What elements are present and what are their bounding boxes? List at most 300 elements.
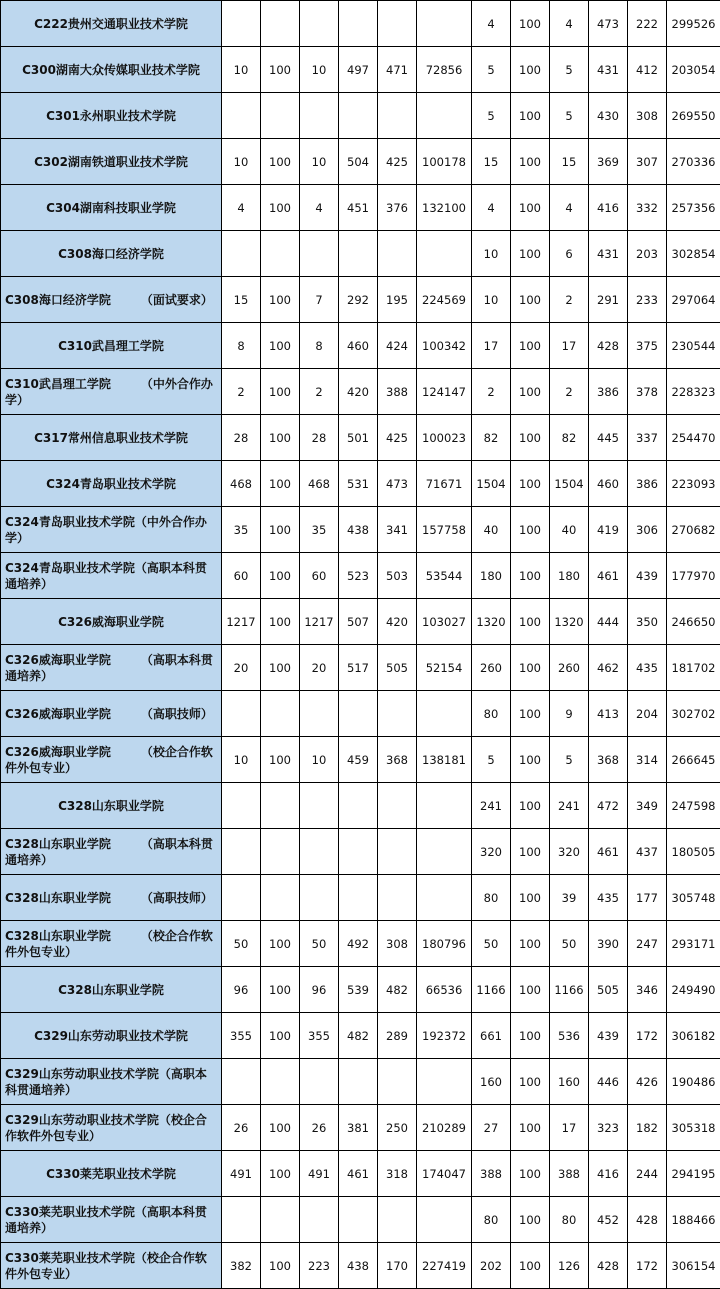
data-cell: 82 xyxy=(472,415,511,461)
data-cell: 50 xyxy=(300,921,339,967)
data-cell: 52154 xyxy=(417,645,472,691)
data-cell: 435 xyxy=(589,875,628,921)
data-cell: 505 xyxy=(589,967,628,1013)
school-name-cell: C308海口经济学院 xyxy=(1,231,222,277)
data-cell: 17 xyxy=(550,1105,589,1151)
data-cell: 100 xyxy=(511,1013,550,1059)
data-cell: 35 xyxy=(222,507,261,553)
data-cell: 10 xyxy=(222,139,261,185)
school-name-cell: C324青岛职业技术学院（高职本科贯通培养） xyxy=(1,553,222,599)
data-cell: 445 xyxy=(589,415,628,461)
data-cell xyxy=(222,1197,261,1243)
data-cell: 72856 xyxy=(417,47,472,93)
table-row xyxy=(1,691,720,737)
data-cell: 503 xyxy=(378,553,417,599)
school-name-cell: C302湖南铁道职业技术学院 xyxy=(1,139,222,185)
data-cell: 15 xyxy=(550,139,589,185)
data-cell: 100 xyxy=(511,277,550,323)
data-cell: 100 xyxy=(261,461,300,507)
data-cell: 203 xyxy=(628,231,667,277)
data-cell: 100 xyxy=(511,415,550,461)
data-cell xyxy=(300,875,339,921)
data-cell xyxy=(378,875,417,921)
data-cell xyxy=(261,1197,300,1243)
data-cell: 100 xyxy=(511,323,550,369)
data-cell: 230544 xyxy=(667,323,720,369)
data-cell: 419 xyxy=(589,507,628,553)
data-cell: 307 xyxy=(628,139,667,185)
data-cell: 10 xyxy=(300,139,339,185)
data-cell: 247598 xyxy=(667,783,720,829)
data-cell: 100 xyxy=(511,1105,550,1151)
data-cell: 10 xyxy=(472,277,511,323)
table-row xyxy=(1,93,720,139)
data-cell: 376 xyxy=(378,185,417,231)
data-cell: 188466 xyxy=(667,1197,720,1243)
data-cell: 438 xyxy=(339,1243,378,1289)
table-row xyxy=(1,783,720,829)
data-cell: 100 xyxy=(511,553,550,599)
data-cell: 10 xyxy=(472,231,511,277)
data-cell: 523 xyxy=(339,553,378,599)
data-cell: 250 xyxy=(378,1105,417,1151)
data-cell xyxy=(300,783,339,829)
data-cell: 306 xyxy=(628,507,667,553)
table-row xyxy=(1,645,720,691)
school-name-cell: C328山东职业学院 （高职本科贯通培养） xyxy=(1,829,222,875)
data-cell xyxy=(378,783,417,829)
data-cell xyxy=(378,691,417,737)
data-cell: 420 xyxy=(378,599,417,645)
data-cell: 531 xyxy=(339,461,378,507)
data-cell: 7 xyxy=(300,277,339,323)
data-cell: 204 xyxy=(628,691,667,737)
data-cell: 260 xyxy=(472,645,511,691)
data-cell: 297064 xyxy=(667,277,720,323)
data-cell xyxy=(261,93,300,139)
data-cell: 100023 xyxy=(417,415,472,461)
data-cell: 439 xyxy=(589,1013,628,1059)
data-cell: 269550 xyxy=(667,93,720,139)
data-cell: 10 xyxy=(222,47,261,93)
data-cell: 20 xyxy=(300,645,339,691)
data-cell: 413 xyxy=(589,691,628,737)
data-cell xyxy=(261,875,300,921)
data-cell: 100 xyxy=(511,645,550,691)
data-cell xyxy=(417,691,472,737)
data-cell: 50 xyxy=(550,921,589,967)
data-cell: 157758 xyxy=(417,507,472,553)
data-cell: 6 xyxy=(550,231,589,277)
data-cell: 435 xyxy=(628,645,667,691)
data-cell: 40 xyxy=(472,507,511,553)
data-cell: 138181 xyxy=(417,737,472,783)
data-cell xyxy=(261,1059,300,1105)
data-cell: 337 xyxy=(628,415,667,461)
table-row xyxy=(1,507,720,553)
data-cell: 375 xyxy=(628,323,667,369)
data-cell: 181702 xyxy=(667,645,720,691)
data-cell: 100 xyxy=(261,415,300,461)
data-cell: 100 xyxy=(261,277,300,323)
data-cell: 100342 xyxy=(417,323,472,369)
data-cell: 491 xyxy=(300,1151,339,1197)
data-cell: 126 xyxy=(550,1243,589,1289)
data-cell: 100 xyxy=(511,967,550,1013)
data-cell: 473 xyxy=(589,1,628,47)
data-cell: 8 xyxy=(222,323,261,369)
data-cell xyxy=(222,783,261,829)
data-cell xyxy=(222,691,261,737)
data-cell: 416 xyxy=(589,1151,628,1197)
data-cell xyxy=(339,231,378,277)
data-cell: 461 xyxy=(589,553,628,599)
data-cell: 100 xyxy=(261,369,300,415)
school-name-cell: C300湖南大众传媒职业技术学院 xyxy=(1,47,222,93)
data-cell: 320 xyxy=(550,829,589,875)
data-cell: 100 xyxy=(261,139,300,185)
table-row xyxy=(1,1059,720,1105)
data-cell: 80 xyxy=(472,875,511,921)
data-cell: 17 xyxy=(472,323,511,369)
table-row xyxy=(1,185,720,231)
school-name-cell: C324青岛职业技术学院 xyxy=(1,461,222,507)
data-cell: 2 xyxy=(550,369,589,415)
data-cell: 100 xyxy=(511,921,550,967)
data-cell: 299526 xyxy=(667,1,720,47)
data-cell xyxy=(222,93,261,139)
data-cell: 306154 xyxy=(667,1243,720,1289)
data-cell: 355 xyxy=(222,1013,261,1059)
table-row xyxy=(1,829,720,875)
data-cell xyxy=(261,829,300,875)
data-cell: 426 xyxy=(628,1059,667,1105)
data-cell: 428 xyxy=(589,1243,628,1289)
data-cell xyxy=(222,829,261,875)
data-cell: 270336 xyxy=(667,139,720,185)
data-cell xyxy=(417,231,472,277)
data-cell: 100 xyxy=(511,829,550,875)
data-cell: 170 xyxy=(378,1243,417,1289)
data-cell: 369 xyxy=(589,139,628,185)
data-cell xyxy=(378,1197,417,1243)
data-cell: 293171 xyxy=(667,921,720,967)
data-cell: 203054 xyxy=(667,47,720,93)
data-cell: 1504 xyxy=(550,461,589,507)
data-cell: 444 xyxy=(589,599,628,645)
data-cell: 501 xyxy=(339,415,378,461)
data-cell: 291 xyxy=(589,277,628,323)
table-row xyxy=(1,599,720,645)
data-cell: 4 xyxy=(472,185,511,231)
data-cell xyxy=(417,1059,472,1105)
data-cell: 431 xyxy=(589,47,628,93)
data-cell: 96 xyxy=(300,967,339,1013)
school-name-cell: C328山东职业学院 xyxy=(1,783,222,829)
data-cell: 246650 xyxy=(667,599,720,645)
table-row xyxy=(1,415,720,461)
data-cell: 468 xyxy=(300,461,339,507)
data-cell: 100 xyxy=(511,1,550,47)
data-cell: 388 xyxy=(472,1151,511,1197)
data-cell: 224569 xyxy=(417,277,472,323)
data-cell: 223 xyxy=(300,1243,339,1289)
data-cell xyxy=(300,1059,339,1105)
data-cell: 302702 xyxy=(667,691,720,737)
data-cell: 100 xyxy=(511,93,550,139)
data-cell: 15 xyxy=(472,139,511,185)
data-cell: 39 xyxy=(550,875,589,921)
data-cell: 177970 xyxy=(667,553,720,599)
data-cell: 195 xyxy=(378,277,417,323)
data-cell: 15 xyxy=(222,277,261,323)
data-cell: 368 xyxy=(378,737,417,783)
school-name-cell: C222贵州交通职业技术学院 xyxy=(1,1,222,47)
data-cell: 180 xyxy=(472,553,511,599)
school-name-cell: C317常州信息职业技术学院 xyxy=(1,415,222,461)
data-cell: 292 xyxy=(339,277,378,323)
data-cell: 416 xyxy=(589,185,628,231)
data-cell: 177 xyxy=(628,875,667,921)
data-cell: 4 xyxy=(300,185,339,231)
school-name-cell: C301永州职业技术学院 xyxy=(1,93,222,139)
school-name-cell: C326威海职业学院 （校企合作软件外包专业） xyxy=(1,737,222,783)
data-cell: 462 xyxy=(589,645,628,691)
data-cell: 100 xyxy=(261,1243,300,1289)
data-cell xyxy=(300,93,339,139)
data-cell: 381 xyxy=(339,1105,378,1151)
data-cell: 8 xyxy=(300,323,339,369)
school-name-cell: C330莱芜职业技术学院（校企合作软件外包专业） xyxy=(1,1243,222,1289)
data-cell: 82 xyxy=(550,415,589,461)
data-cell: 174047 xyxy=(417,1151,472,1197)
data-cell xyxy=(339,1059,378,1105)
data-cell: 223093 xyxy=(667,461,720,507)
data-cell xyxy=(222,1,261,47)
table-row xyxy=(1,967,720,1013)
data-cell: 1504 xyxy=(472,461,511,507)
data-cell: 190486 xyxy=(667,1059,720,1105)
data-cell: 100 xyxy=(261,553,300,599)
data-cell xyxy=(261,783,300,829)
data-cell: 386 xyxy=(628,461,667,507)
school-name-cell: C308海口经济学院 （面试要求） xyxy=(1,277,222,323)
data-cell: 26 xyxy=(222,1105,261,1151)
data-cell: 428 xyxy=(628,1197,667,1243)
data-cell: 661 xyxy=(472,1013,511,1059)
data-cell: 306182 xyxy=(667,1013,720,1059)
data-cell: 368 xyxy=(589,737,628,783)
data-cell: 100 xyxy=(511,47,550,93)
data-cell: 504 xyxy=(339,139,378,185)
data-cell: 428 xyxy=(589,323,628,369)
data-cell: 160 xyxy=(550,1059,589,1105)
data-cell: 100178 xyxy=(417,139,472,185)
data-cell: 17 xyxy=(550,323,589,369)
data-cell xyxy=(261,1,300,47)
data-cell: 425 xyxy=(378,415,417,461)
data-cell: 241 xyxy=(550,783,589,829)
table-body xyxy=(1,1,720,1289)
data-cell: 302854 xyxy=(667,231,720,277)
data-cell xyxy=(417,1197,472,1243)
data-cell: 468 xyxy=(222,461,261,507)
data-cell: 1320 xyxy=(550,599,589,645)
data-cell: 160 xyxy=(472,1059,511,1105)
data-cell xyxy=(300,1,339,47)
data-cell: 294195 xyxy=(667,1151,720,1197)
data-cell: 438 xyxy=(339,507,378,553)
data-cell: 439 xyxy=(628,553,667,599)
table-row xyxy=(1,1151,720,1197)
data-cell: 100 xyxy=(261,599,300,645)
table-row xyxy=(1,1,720,47)
data-cell: 289 xyxy=(378,1013,417,1059)
data-cell: 257356 xyxy=(667,185,720,231)
data-cell: 100 xyxy=(261,185,300,231)
data-cell: 100 xyxy=(261,1013,300,1059)
data-cell: 100 xyxy=(511,875,550,921)
data-cell: 390 xyxy=(589,921,628,967)
data-cell: 459 xyxy=(339,737,378,783)
school-name-cell: C324青岛职业技术学院（中外合作办学） xyxy=(1,507,222,553)
data-cell: 100 xyxy=(511,737,550,783)
data-cell: 260 xyxy=(550,645,589,691)
data-cell xyxy=(222,1059,261,1105)
data-cell: 227419 xyxy=(417,1243,472,1289)
table-row xyxy=(1,921,720,967)
data-cell: 431 xyxy=(589,231,628,277)
data-cell xyxy=(378,1059,417,1105)
data-cell: 1166 xyxy=(472,967,511,1013)
data-cell: 100 xyxy=(511,783,550,829)
data-cell: 452 xyxy=(589,1197,628,1243)
data-cell: 60 xyxy=(222,553,261,599)
data-cell: 66536 xyxy=(417,967,472,1013)
table-row xyxy=(1,231,720,277)
data-cell: 100 xyxy=(511,599,550,645)
data-cell: 382 xyxy=(222,1243,261,1289)
data-cell: 388 xyxy=(550,1151,589,1197)
data-cell xyxy=(339,875,378,921)
school-name-cell: C326威海职业学院 （高职本科贯通培养） xyxy=(1,645,222,691)
data-cell: 80 xyxy=(472,691,511,737)
table-row xyxy=(1,461,720,507)
data-cell: 507 xyxy=(339,599,378,645)
school-name-cell: C329山东劳动职业技术学院（高职本科贯通培养） xyxy=(1,1059,222,1105)
data-cell: 35 xyxy=(300,507,339,553)
data-cell: 27 xyxy=(472,1105,511,1151)
data-cell xyxy=(339,829,378,875)
school-name-cell: C330莱芜职业技术学院 xyxy=(1,1151,222,1197)
school-name-cell: C329山东劳动职业技术学院 xyxy=(1,1013,222,1059)
table-row xyxy=(1,47,720,93)
data-cell: 202 xyxy=(472,1243,511,1289)
data-cell: 412 xyxy=(628,47,667,93)
data-cell: 10 xyxy=(222,737,261,783)
data-cell: 305748 xyxy=(667,875,720,921)
data-cell: 505 xyxy=(378,645,417,691)
data-cell xyxy=(300,691,339,737)
data-cell: 9 xyxy=(550,691,589,737)
data-cell: 100 xyxy=(511,139,550,185)
data-cell: 132100 xyxy=(417,185,472,231)
data-cell: 4 xyxy=(550,185,589,231)
data-cell xyxy=(378,1,417,47)
data-cell: 5 xyxy=(472,93,511,139)
data-cell: 2 xyxy=(222,369,261,415)
data-cell: 100 xyxy=(511,1197,550,1243)
data-cell: 180505 xyxy=(667,829,720,875)
table-row xyxy=(1,1013,720,1059)
data-cell: 425 xyxy=(378,139,417,185)
data-cell: 100 xyxy=(511,1151,550,1197)
table-row xyxy=(1,875,720,921)
data-cell: 473 xyxy=(378,461,417,507)
table-row xyxy=(1,553,720,599)
table-row xyxy=(1,737,720,783)
data-cell xyxy=(222,875,261,921)
data-cell: 249490 xyxy=(667,967,720,1013)
data-cell: 192372 xyxy=(417,1013,472,1059)
data-cell: 1217 xyxy=(222,599,261,645)
data-cell xyxy=(339,1,378,47)
data-cell: 100 xyxy=(511,507,550,553)
data-cell: 346 xyxy=(628,967,667,1013)
data-cell: 536 xyxy=(550,1013,589,1059)
data-cell xyxy=(339,783,378,829)
table-row xyxy=(1,323,720,369)
data-cell: 60 xyxy=(300,553,339,599)
data-cell xyxy=(300,231,339,277)
data-cell xyxy=(300,1197,339,1243)
data-cell: 40 xyxy=(550,507,589,553)
data-cell: 28 xyxy=(222,415,261,461)
data-cell: 430 xyxy=(589,93,628,139)
data-cell: 4 xyxy=(550,1,589,47)
data-cell: 266645 xyxy=(667,737,720,783)
data-cell: 437 xyxy=(628,829,667,875)
school-name-cell: C328山东职业学院 （高职技师） xyxy=(1,875,222,921)
data-cell: 100 xyxy=(511,1059,550,1105)
data-cell: 50 xyxy=(222,921,261,967)
data-cell: 461 xyxy=(339,1151,378,1197)
data-cell: 71671 xyxy=(417,461,472,507)
data-cell: 320 xyxy=(472,829,511,875)
school-name-cell: C328山东职业学院 xyxy=(1,967,222,1013)
table-row xyxy=(1,369,720,415)
data-cell: 341 xyxy=(378,507,417,553)
data-cell: 100 xyxy=(261,47,300,93)
data-cell: 482 xyxy=(339,1013,378,1059)
data-cell xyxy=(339,93,378,139)
data-cell: 1166 xyxy=(550,967,589,1013)
data-cell: 471 xyxy=(378,47,417,93)
data-cell: 26 xyxy=(300,1105,339,1151)
data-cell: 100 xyxy=(261,1105,300,1151)
data-cell: 482 xyxy=(378,967,417,1013)
data-cell xyxy=(261,691,300,737)
data-cell: 497 xyxy=(339,47,378,93)
data-cell: 332 xyxy=(628,185,667,231)
data-cell: 5 xyxy=(550,93,589,139)
data-cell: 228323 xyxy=(667,369,720,415)
data-cell: 100 xyxy=(261,967,300,1013)
data-cell xyxy=(417,783,472,829)
data-cell: 2 xyxy=(300,369,339,415)
school-name-cell: C329山东劳动职业技术学院（校企合作软件外包专业） xyxy=(1,1105,222,1151)
table-row xyxy=(1,1243,720,1289)
